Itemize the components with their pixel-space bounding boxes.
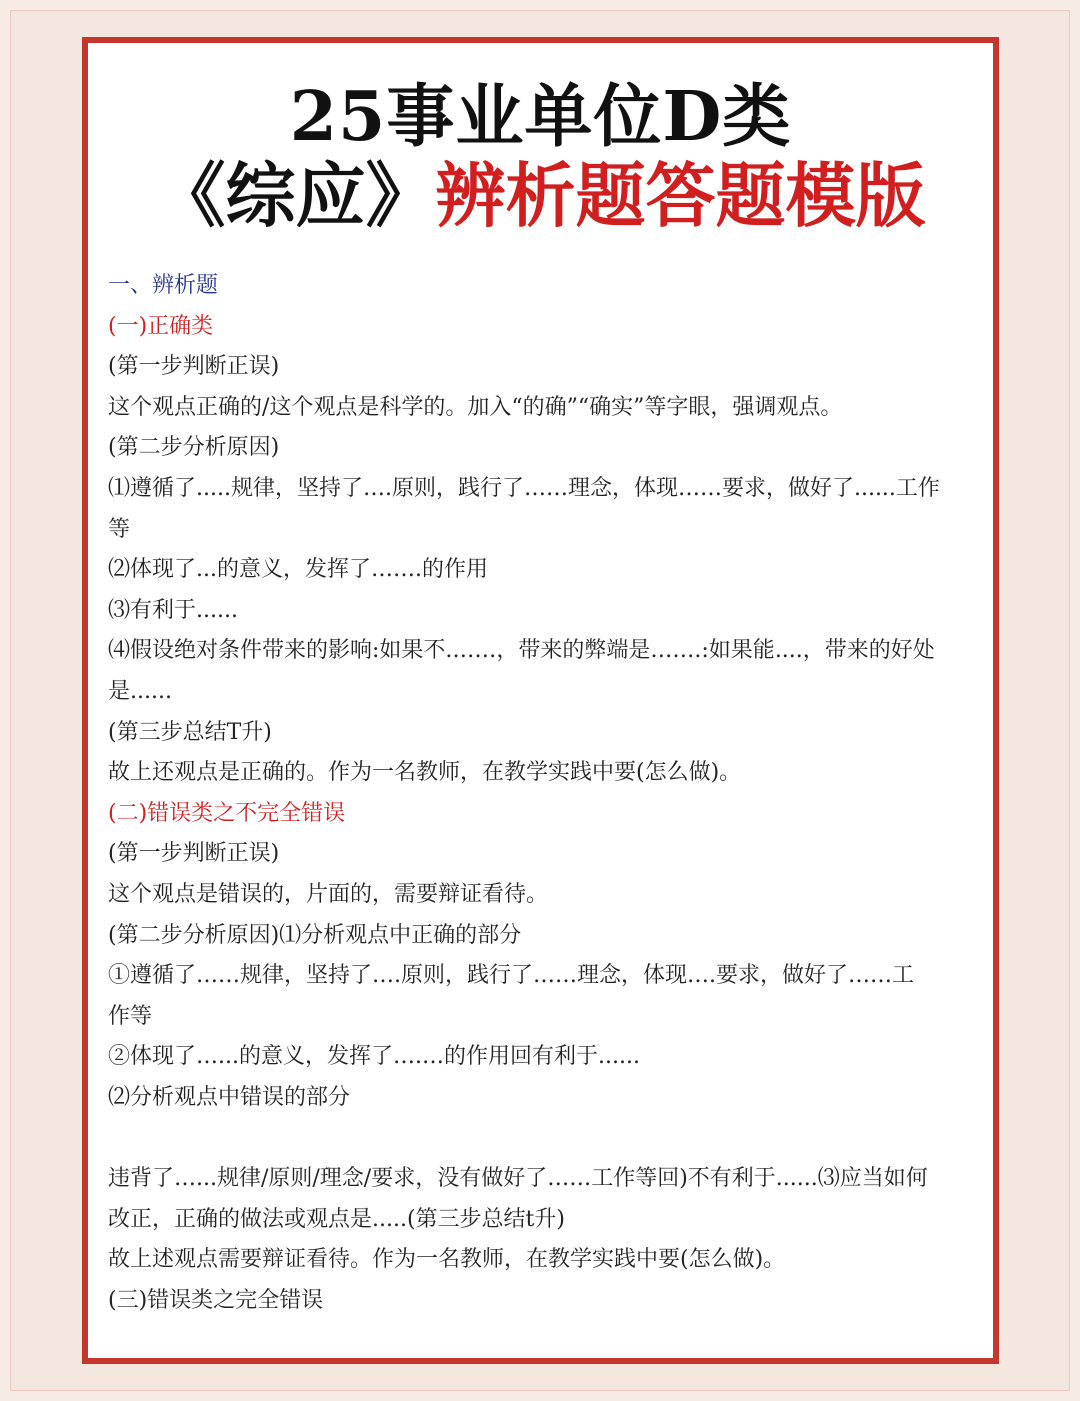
text-line: ⑷假设绝对条件带来的影响:如果不.……，带来的弊端是…….:如果能....，带来的好处 (108, 638, 935, 664)
text-line: (第二步分析原因) (108, 435, 280, 461)
text-line: 改正，正确的做法或观点是.....(第三步总结t升) (108, 1206, 565, 1232)
text-line: (第三步总结T升) (108, 719, 272, 745)
text-line: 违背了…...规律/原则/理念/要求，没有做好了……工作等回)不有利于......⑶应当如何 (108, 1166, 928, 1192)
text-line: (第二步分析原因)⑴分析观点中正确的部分 (108, 922, 522, 948)
subsection-1-title: (一)正确类 (108, 313, 214, 339)
document-content (108, 266, 988, 1321)
text-line: 这个观点正确的/这个观点是科学的。加入“的确”“确实”等字眼，强调观点。 (108, 394, 843, 420)
text-line: ⑵体现了...的意义，发挥了…….的作用 (108, 557, 488, 583)
title-block (82, 78, 999, 238)
text-line: (第一步判断正误) (108, 841, 280, 867)
text-line: 故上述观点需要辩证看待。作为一名教师，在教学实践中要(怎么做)。 (108, 1247, 786, 1273)
text-line: 等 (108, 516, 131, 542)
text-line: (三)错误类之完全错误 (108, 1287, 324, 1313)
text-line: ⑴遵循了.....规律，坚持了….原则，践行了……理念，体现……要求，做好了......工作 (108, 475, 940, 501)
text-line: (第一步判断正误) (108, 354, 280, 380)
title-black-part: 《综应》 (155, 154, 436, 237)
page-bottom-margin (0, 1364, 1080, 1401)
text-line: 故上还观点是正确的。作为一名教师，在教学实践中要(怎么做)。 (108, 760, 742, 786)
text-line: 这个观点是错误的，片面的，需要辩证看待。 (108, 881, 549, 907)
text-line: ②体现了…...的意义，发挥了….…的作用回有利于...... (108, 1044, 640, 1070)
title-line-2 (82, 154, 999, 238)
title-line-1: 25事业单位D类 (289, 77, 792, 157)
text-line: ①遵循了……规律，坚持了….原则，践行了……理念，体现….要求，做好了……工 (108, 963, 914, 989)
section-heading: 一、辨析题 (108, 273, 219, 298)
blank-line (108, 1118, 988, 1159)
text-line: 作等 (108, 1003, 153, 1029)
text-line: 是...... (108, 678, 172, 704)
text-line: ⑵分析观点中错误的部分 (108, 1084, 351, 1110)
subsection-2-title: (二)错误类之不完全错误 (108, 800, 346, 826)
text-line: ⑶有利于...... (108, 597, 238, 623)
title-red-part: 辨析题答题模版 (435, 154, 926, 237)
